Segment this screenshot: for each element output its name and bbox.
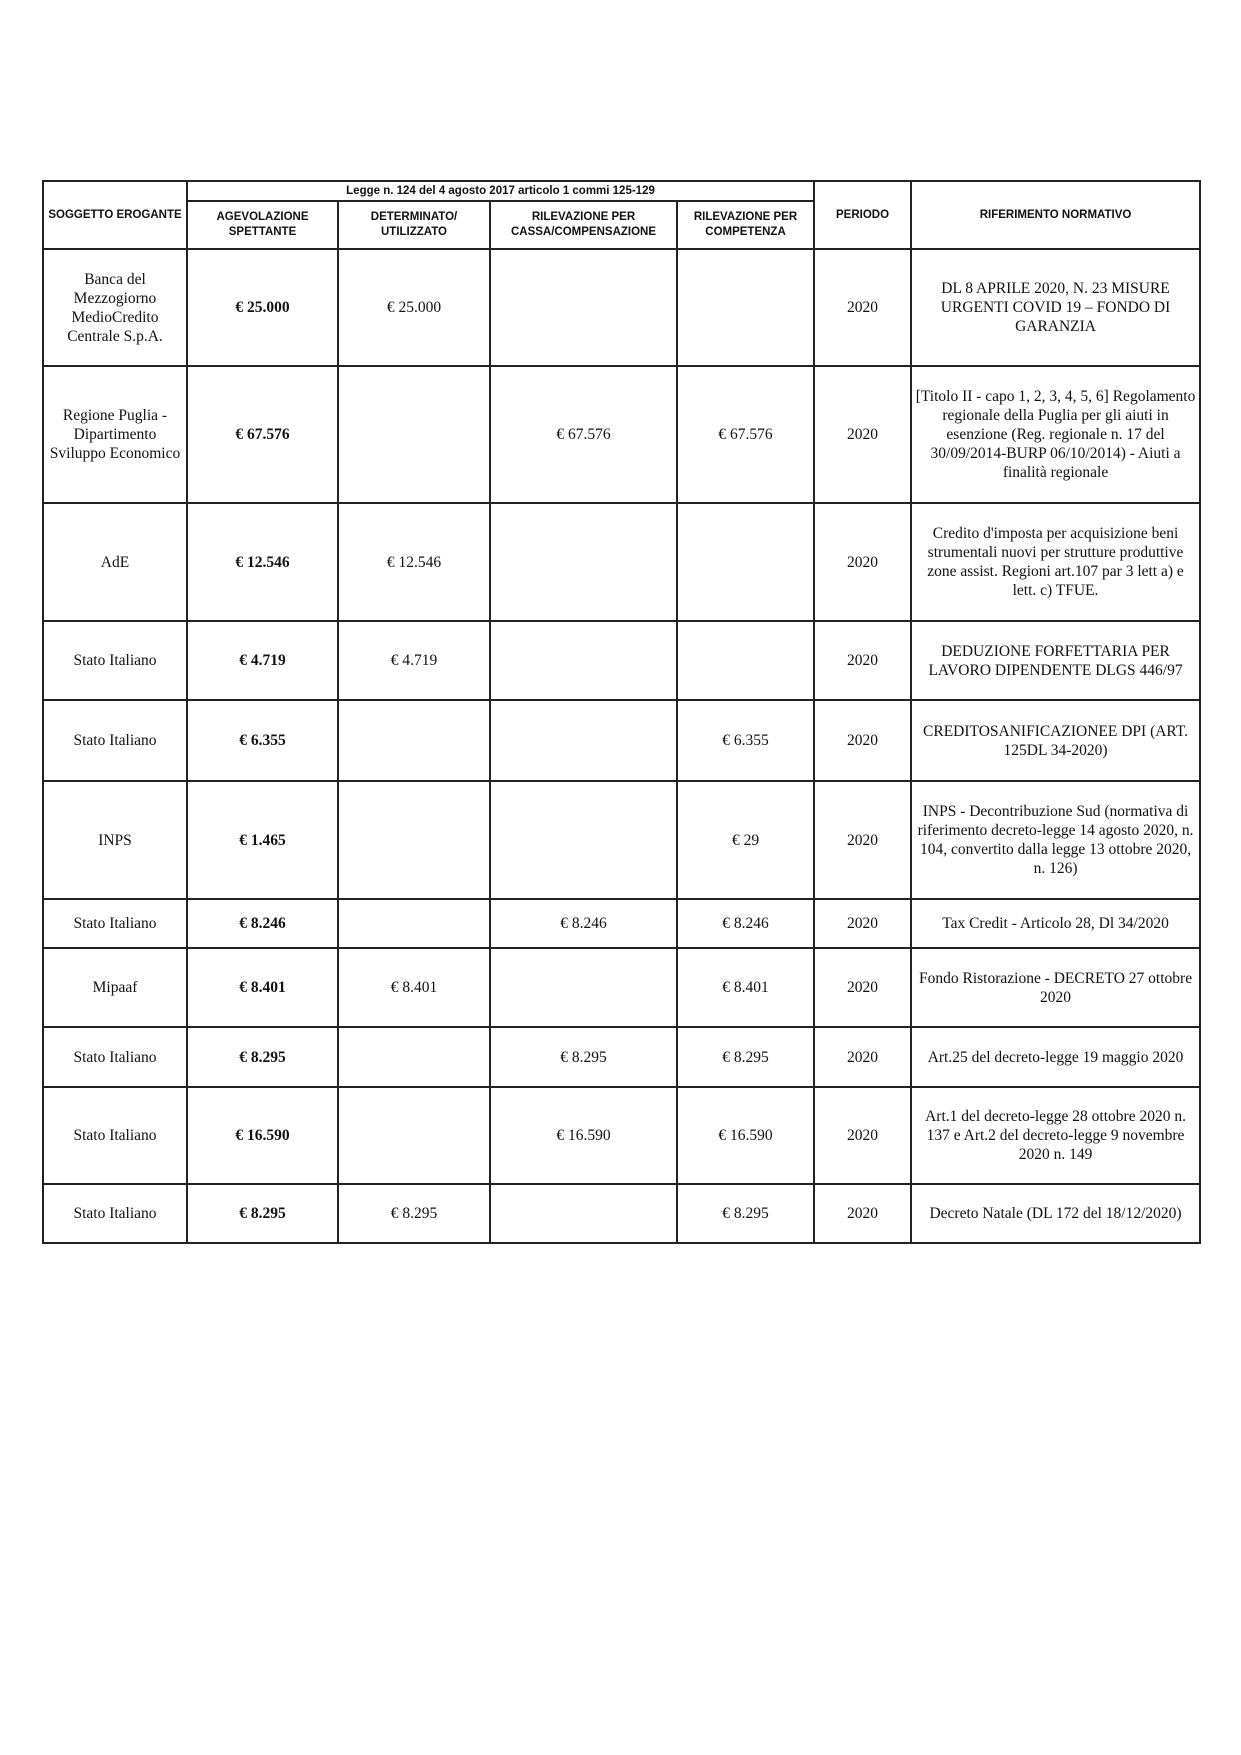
cell-determinato	[338, 781, 490, 899]
cell-agevolazione: € 8.246	[187, 899, 338, 948]
cell-riferimento: CREDITOSANIFICAZIONEE DPI (ART. 125DL 34-2020)	[911, 700, 1200, 781]
cell-cassa	[490, 948, 677, 1027]
cell-periodo: 2020	[814, 700, 911, 781]
cell-determinato	[338, 366, 490, 503]
cell-soggetto: Banca del Mezzogiorno MedioCredito Centrale S.p.A.	[43, 249, 187, 366]
header-cassa: RILEVAZIONE PER CASSA/COMPENSAZIONE	[490, 201, 677, 249]
header-determinato: DETERMINATO/ UTILIZZATO	[338, 201, 490, 249]
table-row	[43, 948, 1200, 1027]
cell-soggetto: AdE	[43, 503, 187, 621]
cell-periodo: 2020	[814, 899, 911, 948]
cell-agevolazione: € 6.355	[187, 700, 338, 781]
cell-cassa	[490, 621, 677, 700]
cell-agevolazione: € 4.719	[187, 621, 338, 700]
cell-cassa	[490, 781, 677, 899]
cell-riferimento: Art.25 del decreto-legge 19 maggio 2020	[911, 1027, 1200, 1087]
cell-determinato	[338, 1027, 490, 1087]
cell-competenza: € 8.295	[677, 1027, 814, 1087]
table-row	[43, 621, 1200, 700]
cell-riferimento: [Titolo II - capo 1, 2, 3, 4, 5, 6] Regolamento regionale della Puglia per gli aiuti in esenzione (Reg. regionale n. 17 del 30/09/2014-BURP 06/10/2014) - Aiuti a finalità regionale	[911, 366, 1200, 503]
cell-riferimento: Decreto Natale (DL 172 del 18/12/2020)	[911, 1184, 1200, 1243]
cell-riferimento: Fondo Ristorazione - DECRETO 27 ottobre 2020	[911, 948, 1200, 1027]
cell-cassa	[490, 1184, 677, 1243]
cell-competenza: € 29	[677, 781, 814, 899]
table-row	[43, 1087, 1200, 1184]
cell-periodo: 2020	[814, 249, 911, 366]
cell-determinato: € 12.546	[338, 503, 490, 621]
table-row	[43, 366, 1200, 503]
cell-agevolazione: € 25.000	[187, 249, 338, 366]
table-body	[43, 249, 1200, 1243]
cell-soggetto: Mipaaf	[43, 948, 187, 1027]
table-row	[43, 1027, 1200, 1087]
cell-periodo: 2020	[814, 503, 911, 621]
cell-soggetto: Regione Puglia - Dipartimento Sviluppo Economico	[43, 366, 187, 503]
cell-periodo: 2020	[814, 621, 911, 700]
cell-periodo: 2020	[814, 366, 911, 503]
cell-riferimento: DEDUZIONE FORFETTARIA PER LAVORO DIPENDENTE DLGS 446/97	[911, 621, 1200, 700]
cell-agevolazione: € 8.295	[187, 1184, 338, 1243]
header-riferimento: RIFERIMENTO NORMATIVO	[911, 181, 1200, 249]
cell-periodo: 2020	[814, 781, 911, 899]
cell-competenza: € 16.590	[677, 1087, 814, 1184]
cell-agevolazione: € 8.295	[187, 1027, 338, 1087]
cell-determinato	[338, 899, 490, 948]
cell-determinato	[338, 700, 490, 781]
cell-cassa: € 8.246	[490, 899, 677, 948]
cell-competenza: € 8.246	[677, 899, 814, 948]
cell-cassa	[490, 503, 677, 621]
table-row	[43, 1184, 1200, 1243]
cell-riferimento: Art.1 del decreto-legge 28 ottobre 2020 n. 137 e Art.2 del decreto-legge 9 novembre 2020 n. 149	[911, 1087, 1200, 1184]
table-row	[43, 899, 1200, 948]
table-row	[43, 700, 1200, 781]
cell-determinato	[338, 1087, 490, 1184]
cell-agevolazione: € 8.401	[187, 948, 338, 1027]
cell-agevolazione: € 1.465	[187, 781, 338, 899]
cell-agevolazione: € 12.546	[187, 503, 338, 621]
header-periodo: PERIODO	[814, 181, 911, 249]
cell-soggetto: Stato Italiano	[43, 899, 187, 948]
table-row	[43, 503, 1200, 621]
cell-riferimento: INPS - Decontribuzione Sud (normativa di riferimento decreto-legge 14 agosto 2020, n. 104, convertito dalla legge 13 ottobre 2020, n. 126)	[911, 781, 1200, 899]
cell-soggetto: Stato Italiano	[43, 1027, 187, 1087]
cell-soggetto: Stato Italiano	[43, 1184, 187, 1243]
header-competenza: RILEVAZIONE PER COMPETENZA	[677, 201, 814, 249]
table-header	[43, 181, 1200, 249]
cell-periodo: 2020	[814, 1184, 911, 1243]
cell-cassa	[490, 700, 677, 781]
cell-competenza: € 8.295	[677, 1184, 814, 1243]
table-row	[43, 249, 1200, 366]
cell-periodo: 2020	[814, 1027, 911, 1087]
cell-soggetto: Stato Italiano	[43, 700, 187, 781]
cell-riferimento: Credito d'imposta per acquisizione beni strumentali nuovi per strutture produttive zone assist. Regioni art.107 par 3 lett a) e lett. c) TFUE.	[911, 503, 1200, 621]
cell-competenza: € 8.401	[677, 948, 814, 1027]
cell-agevolazione: € 16.590	[187, 1087, 338, 1184]
cell-competenza: € 67.576	[677, 366, 814, 503]
cell-determinato: € 4.719	[338, 621, 490, 700]
cell-riferimento: Tax Credit - Articolo 28, Dl 34/2020	[911, 899, 1200, 948]
cell-agevolazione: € 67.576	[187, 366, 338, 503]
aid-table	[42, 180, 1201, 1244]
cell-riferimento: DL 8 APRILE 2020, N. 23 MISURE URGENTI COVID 19 – FONDO DI GARANZIA	[911, 249, 1200, 366]
cell-soggetto: Stato Italiano	[43, 621, 187, 700]
cell-soggetto: INPS	[43, 781, 187, 899]
cell-competenza	[677, 249, 814, 366]
cell-cassa: € 67.576	[490, 366, 677, 503]
cell-competenza: € 6.355	[677, 700, 814, 781]
cell-cassa	[490, 249, 677, 366]
cell-determinato: € 25.000	[338, 249, 490, 366]
cell-soggetto: Stato Italiano	[43, 1087, 187, 1184]
cell-cassa: € 8.295	[490, 1027, 677, 1087]
table-row	[43, 781, 1200, 899]
cell-cassa: € 16.590	[490, 1087, 677, 1184]
cell-competenza	[677, 503, 814, 621]
header-law-group: Legge n. 124 del 4 agosto 2017 articolo 1 commi 125-129	[187, 181, 814, 201]
header-agevolazione: AGEVOLAZIONE SPETTANTE	[187, 201, 338, 249]
cell-determinato: € 8.295	[338, 1184, 490, 1243]
header-soggetto: SOGGETTO EROGANTE	[43, 181, 187, 249]
cell-periodo: 2020	[814, 948, 911, 1027]
cell-competenza	[677, 621, 814, 700]
cell-periodo: 2020	[814, 1087, 911, 1184]
cell-determinato: € 8.401	[338, 948, 490, 1027]
